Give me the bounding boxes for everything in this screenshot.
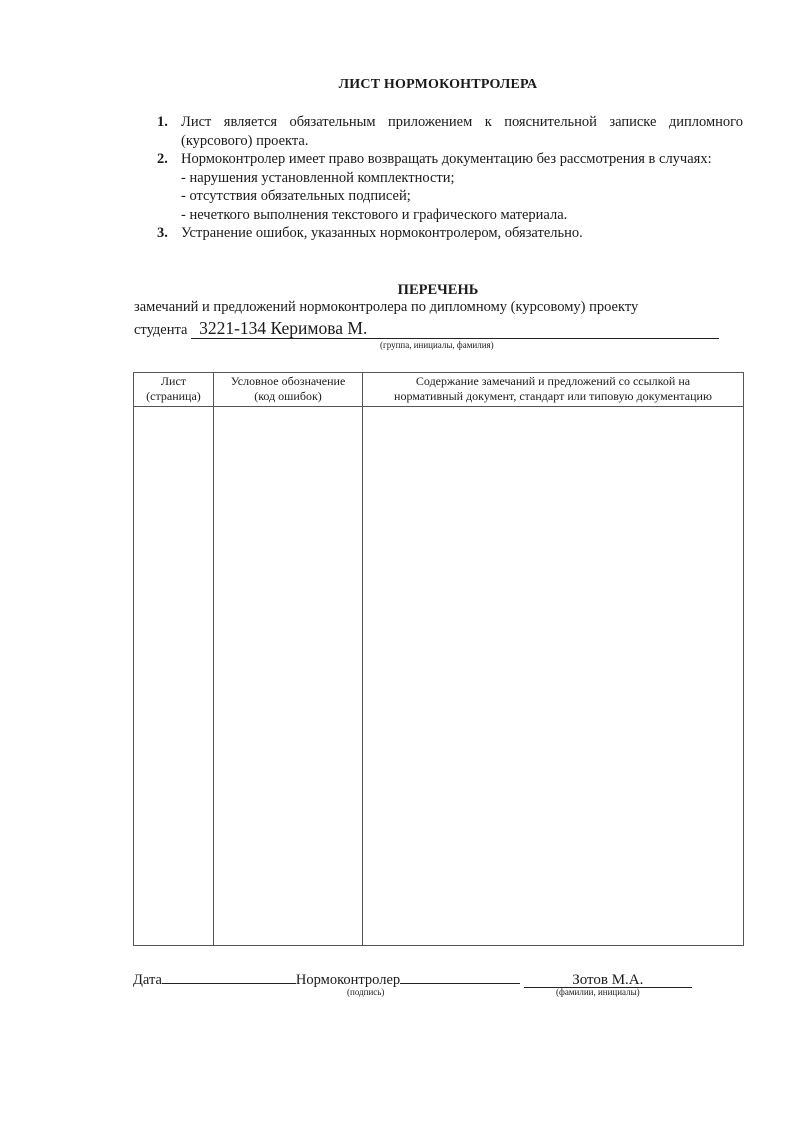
controller-name: Зотов М.А. — [524, 972, 692, 988]
header-line: нормативный документ, стандарт или типовую документацию — [394, 389, 712, 403]
header-line: (код ошибок) — [254, 389, 322, 403]
column-header-sheet — [134, 373, 214, 407]
rule-text: Лист является обязательным приложением к пояснительной записке дипломного (курсового) проекта. — [181, 114, 743, 149]
rule-subitem: - нечеткого выполнения текстового и графического материала. — [181, 206, 568, 223]
rule-item — [157, 150, 743, 169]
student-hint: (группа, инициалы, фамилия) — [380, 340, 494, 350]
date-label: Дата — [133, 972, 162, 988]
rules-list — [157, 113, 743, 243]
rule-item — [157, 113, 743, 150]
controller-label: Нормоконтролер — [295, 972, 401, 988]
footer-line — [133, 968, 692, 989]
rule-subitem: - нарушения установленной комплектности; — [181, 169, 455, 186]
rule-subitem: - отсутствия обязательных подписей; — [181, 188, 411, 204]
student-line — [134, 318, 734, 339]
header-line: Лист — [160, 374, 187, 388]
perechen-title: ПЕРЕЧЕНЬ — [397, 282, 479, 298]
rule-text: Нормоконтролер имеет право возвращать документацию без рассмотрения в случаях: — [181, 151, 712, 167]
header-line: Условное обозначение — [230, 374, 346, 388]
rule-number: 1. — [157, 114, 168, 130]
header-line: Содержание замечаний и предложений со ссылкой на — [415, 374, 691, 388]
rule-number: 2. — [157, 151, 168, 167]
signature-hint: (подпись) — [347, 987, 385, 997]
column-header-content — [363, 373, 744, 407]
header-line: (страница) — [146, 389, 201, 403]
table-cell-code[interactable] — [214, 407, 363, 946]
student-field: 3221-134 Керимова М. — [191, 318, 719, 339]
table-cell-content[interactable] — [363, 407, 744, 946]
document-title: ЛИСТ НОРМОКОНТРОЛЕРА — [338, 77, 538, 92]
column-header-code — [214, 373, 363, 407]
rule-item — [157, 224, 743, 243]
table-cell-sheet[interactable] — [134, 407, 214, 946]
rule-text: Устранение ошибок, указанных нормоконтролером, обязательно. — [181, 225, 583, 241]
remarks-table — [133, 372, 744, 946]
date-field[interactable] — [162, 968, 296, 984]
name-hint: (фамилии, инициалы) — [556, 987, 640, 997]
perechen-subtitle: замечаний и предложений нормоконтролера по дипломному (курсовому) проекту — [134, 299, 639, 315]
table-body-row — [134, 407, 744, 946]
student-label: студента — [134, 322, 188, 338]
signature-field[interactable] — [400, 968, 520, 984]
rule-number: 3. — [157, 225, 168, 241]
table-header-row — [134, 373, 744, 407]
